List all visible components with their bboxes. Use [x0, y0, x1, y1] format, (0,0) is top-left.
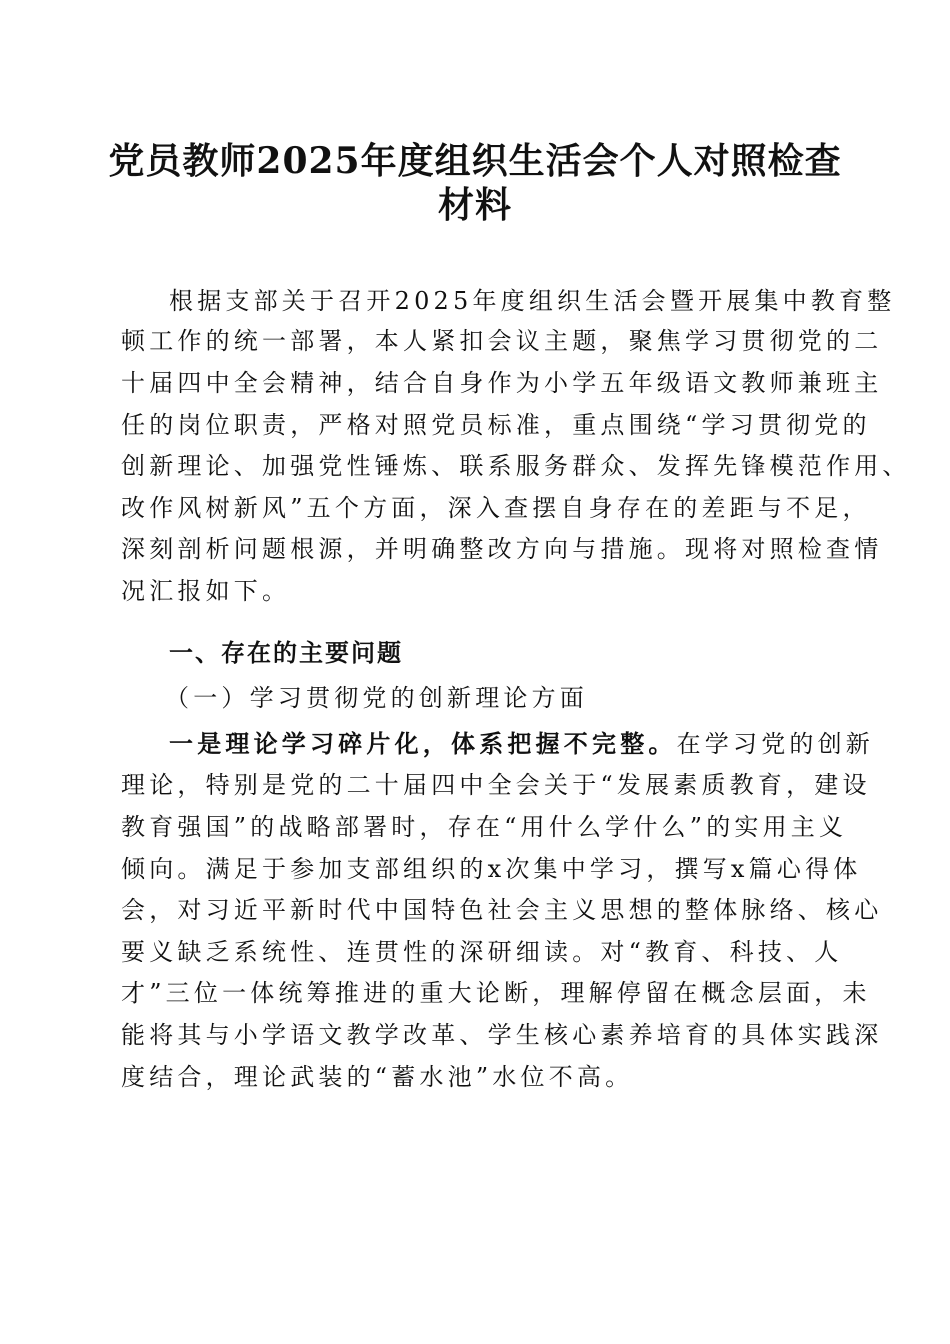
intro-line: 改作风树新风”五个方面，深入查摆自身存在的差距与不足，: [121, 494, 871, 522]
intro-line: 任的岗位职责，严格对照党员标准，重点围绕“学习贯彻党的: [121, 411, 871, 439]
document-title-line-2: 材料: [437, 184, 512, 226]
point-line-rest: 在学习党的创新: [676, 730, 875, 758]
section-heading: 一、存在的主要问题: [169, 638, 403, 667]
point-line: 理论，特别是党的二十届四中全会关于“发展素质教育，建设: [121, 771, 871, 799]
point-line: 能将其与小学语文教学改革、学生核心素养培育的具体实践深: [121, 1021, 883, 1049]
point-line: 度结合，理论武装的“蓄水池”水位不高。: [121, 1063, 634, 1091]
document-title-line-1: 党员教师2025年度组织生活会个人对照检查: [108, 140, 842, 182]
point-line: 要义缺乏系统性、连贯性的深研细读。对“教育、科技、人: [121, 938, 843, 966]
intro-line: 顿工作的统一部署，本人紧扣会议主题，聚焦学习贯彻党的二: [121, 327, 883, 355]
intro-line: 况汇报如下。: [121, 577, 291, 605]
subsection-heading: （一）学习贯彻党的创新理论方面: [165, 684, 588, 712]
point-line: 会，对习近平新时代中国特色社会主义思想的整体脉络、核心: [121, 896, 883, 924]
point-line: 才”三位一体统筹推进的重大论断，理解停留在概念层面，未: [121, 979, 871, 1007]
intro-line: 根据支部关于召开2025年度组织生活会暨开展集中教育整: [169, 287, 896, 315]
point-first-line: [169, 728, 929, 760]
intro-line: 深刻剖析问题根源，并明确整改方向与措施。现将对照检查情: [121, 535, 883, 563]
point-line: 倾向。满足于参加支部组织的x次集中学习，撰写x篇心得体: [121, 855, 862, 883]
intro-line: 创新理论、加强党性锤炼、联系服务群众、发挥先锋模范作用、: [121, 452, 911, 480]
point-line: 教育强国”的战略部署时，存在“用什么学什么”的实用主义: [121, 813, 848, 841]
point-lead: 一是理论学习碎片化，体系把握不完整。: [169, 729, 677, 758]
intro-line: 十届四中全会精神，结合自身作为小学五年级语文教师兼班主: [121, 369, 883, 397]
